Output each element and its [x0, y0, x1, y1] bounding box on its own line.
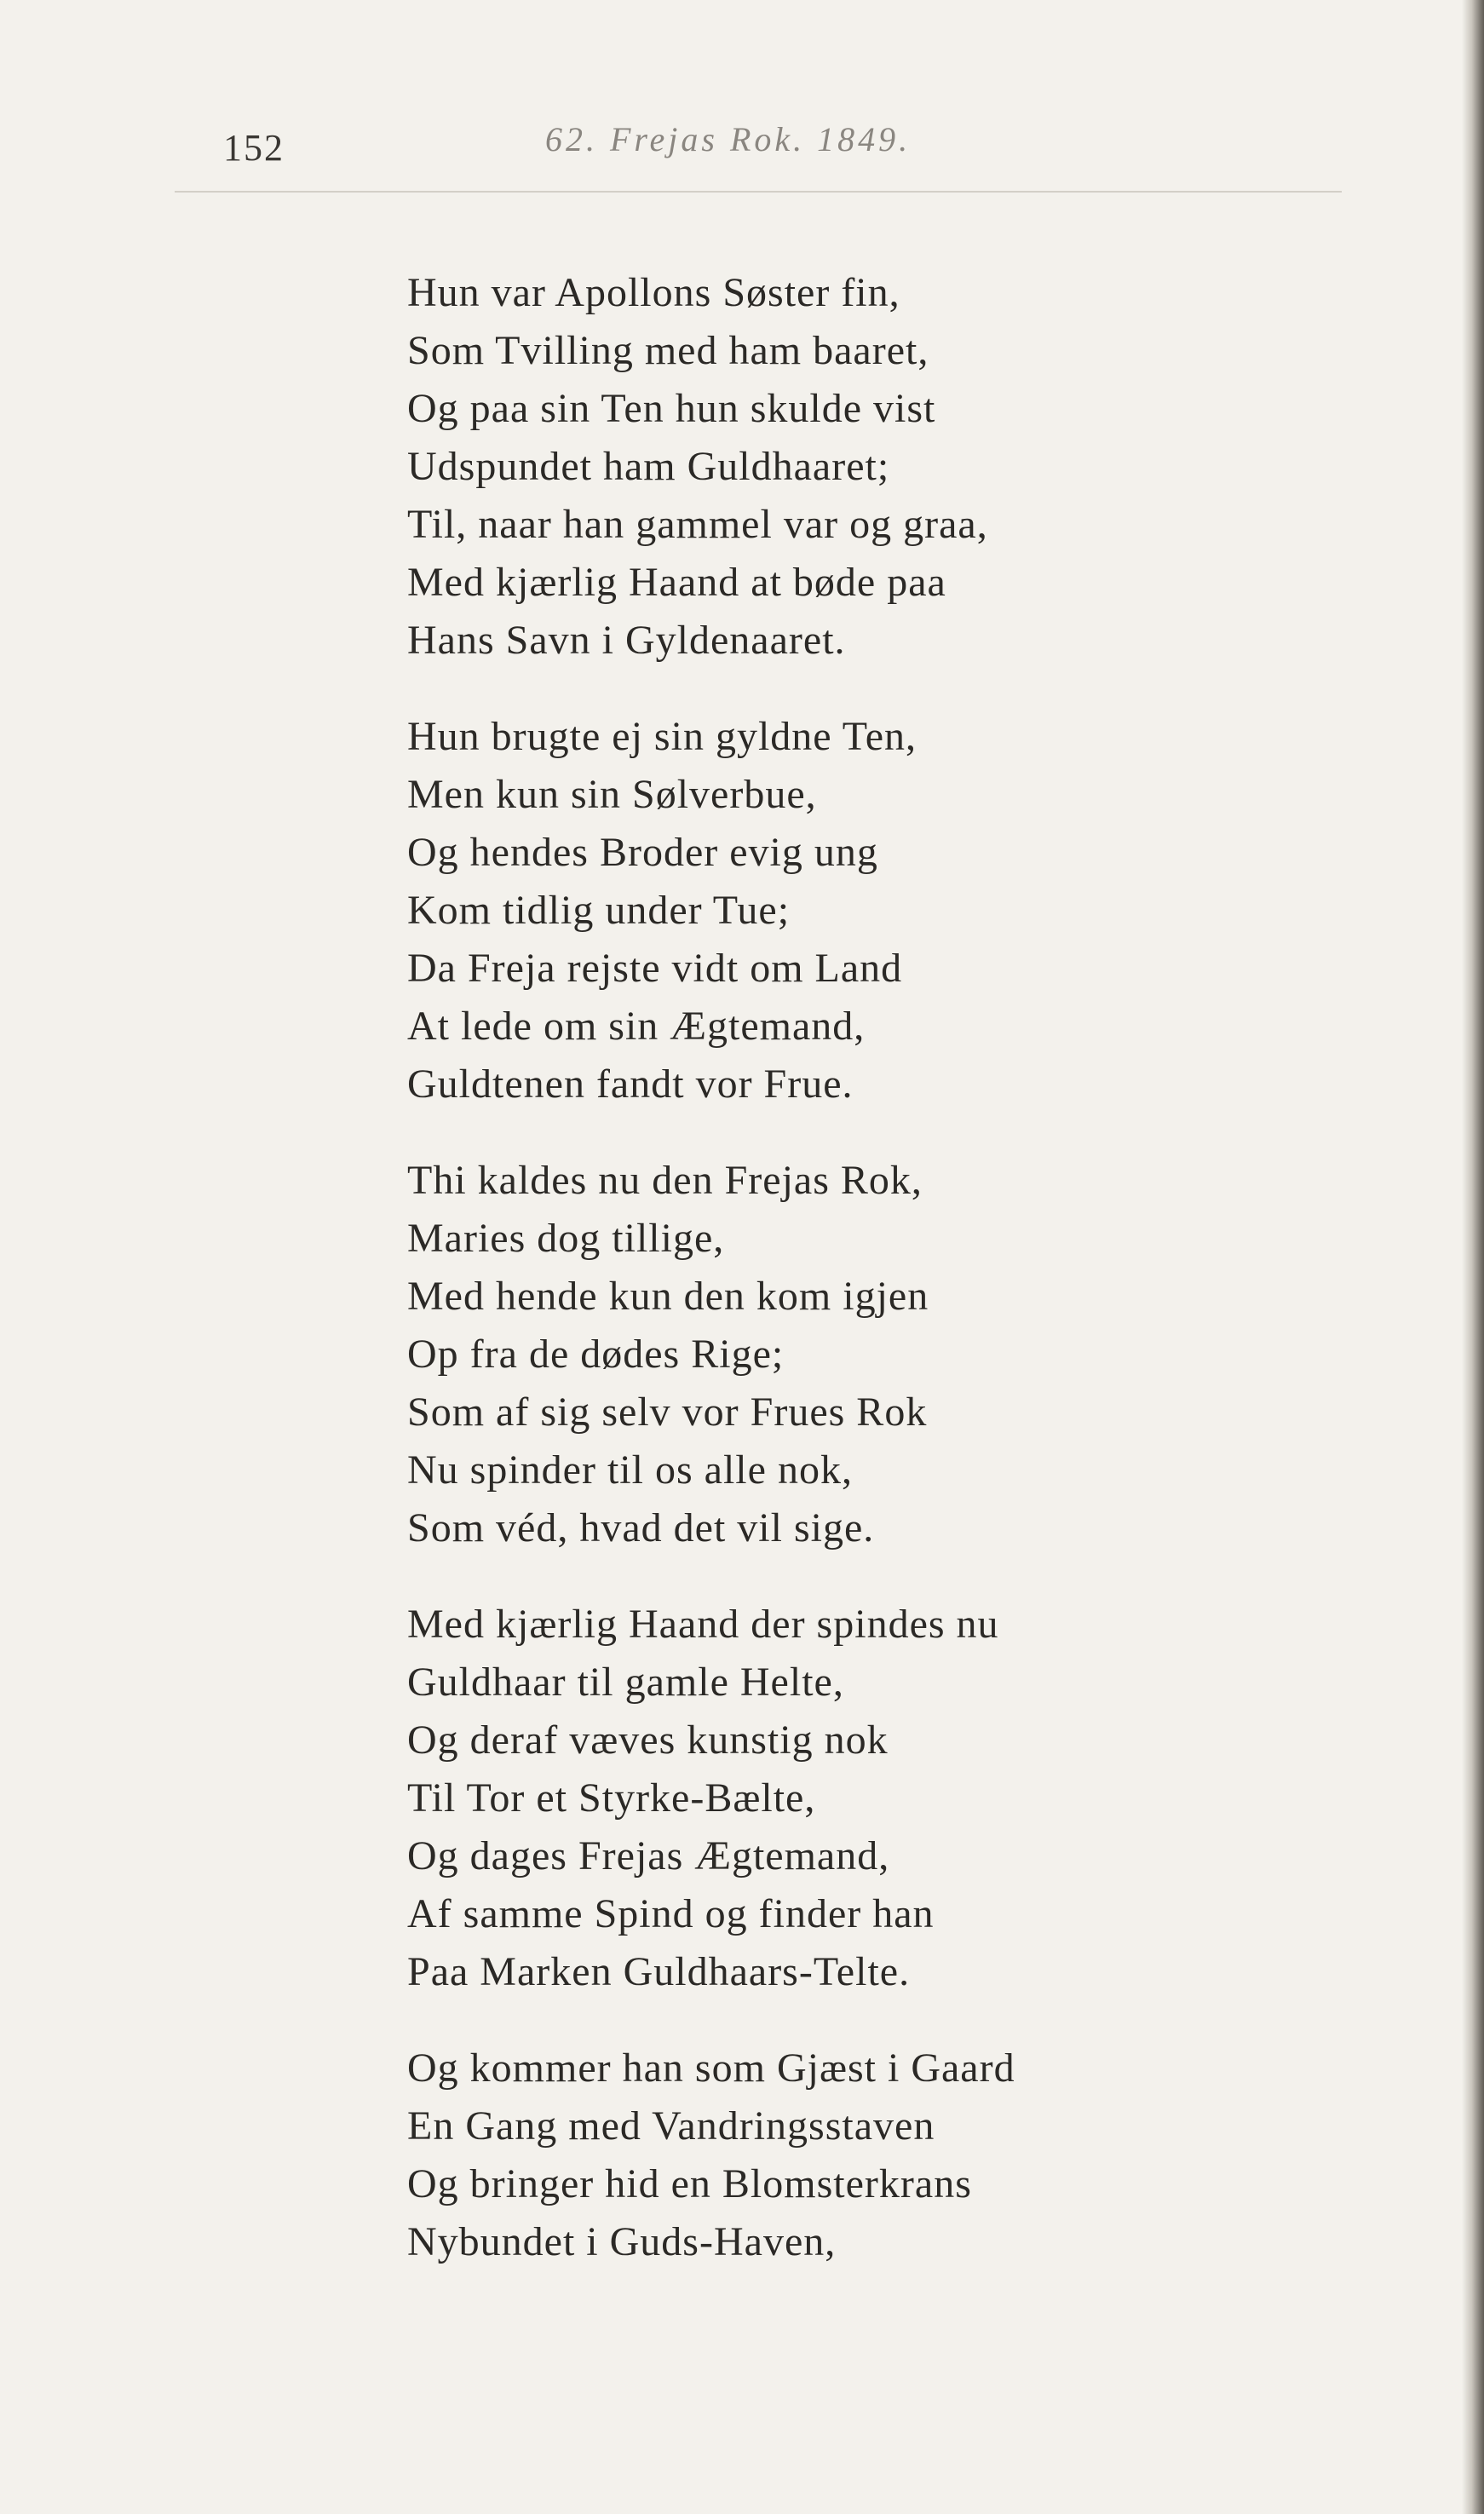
poem-line: Til Tor et Styrke-Bælte, — [407, 1775, 816, 1821]
poem-line: Som véd, hvad det vil sige. — [407, 1505, 875, 1550]
poem-line: Da Freja rejste vidt om Land — [407, 946, 903, 991]
poem-line: Og paa sin Ten hun skulde vist — [407, 386, 936, 431]
poem-line: Og kommer han som Gjæst i Gaard — [407, 2045, 1015, 2091]
poem-line: Maries dog tillige, — [407, 1216, 725, 1261]
poem-line: Nu spinder til os alle nok, — [407, 1447, 853, 1493]
poem-line: Til, naar han gammel var og graa, — [407, 502, 988, 547]
running-head: 62. Frejas Rok. 1849. — [545, 120, 912, 158]
page-number: 152 — [223, 127, 285, 169]
poem-line: Guldhaar til gamle Helte, — [407, 1660, 844, 1705]
poem-line: Nybundet i Guds-Haven, — [407, 2219, 837, 2264]
poem-line: Som af sig selv vor Frues Rok — [407, 1389, 928, 1435]
poem-line: Op fra de dødes Rige; — [407, 1332, 785, 1377]
poem-line: Paa Marken Guldhaars-Telte. — [407, 1949, 911, 1994]
stanza-4 — [407, 1596, 1344, 2001]
page-edge-shadow — [1462, 0, 1484, 2514]
poem-line: Men kun sin Sølverbue, — [407, 772, 817, 817]
stanza-2 — [407, 708, 1344, 1113]
header-rule — [175, 191, 1342, 193]
poem — [407, 264, 1344, 2310]
poem-line: Med kjærlig Haand at bøde paa — [407, 560, 946, 605]
poem-line: En Gang med Vandringsstaven — [407, 2103, 935, 2149]
poem-line: Og hendes Broder evig ung — [407, 830, 878, 875]
poem-line: Og deraf væves kunstig nok — [407, 1717, 889, 1763]
poem-line: Kom tidlig under Tue; — [407, 888, 791, 933]
poem-line: Af samme Spind og finder han — [407, 1891, 935, 1936]
poem-line: Som Tvilling med ham baaret, — [407, 328, 929, 373]
poem-line: Guldtenen fandt vor Frue. — [407, 1061, 854, 1107]
poem-line: Hun var Apollons Søster fin, — [407, 270, 900, 315]
poem-line: Med kjærlig Haand der spindes nu — [407, 1602, 999, 1647]
poem-line: At lede om sin Ægtemand, — [407, 1004, 866, 1049]
poem-line: Udspundet ham Guldhaaret; — [407, 444, 890, 489]
stanza-1 — [407, 264, 1344, 670]
poem-line: Hans Savn i Gyldenaaret. — [407, 618, 846, 663]
stanza-5 — [407, 2039, 1344, 2271]
poem-line: Thi kaldes nu den Frejas Rok, — [407, 1158, 923, 1203]
poem-line: Og bringer hid en Blomsterkrans — [407, 2161, 972, 2206]
poem-line: Med hende kun den kom igjen — [407, 1274, 929, 1319]
poem-line: Og dages Frejas Ægtemand, — [407, 1833, 890, 1878]
stanza-3 — [407, 1152, 1344, 1557]
poem-line: Hun brugte ej sin gyldne Ten, — [407, 714, 917, 759]
